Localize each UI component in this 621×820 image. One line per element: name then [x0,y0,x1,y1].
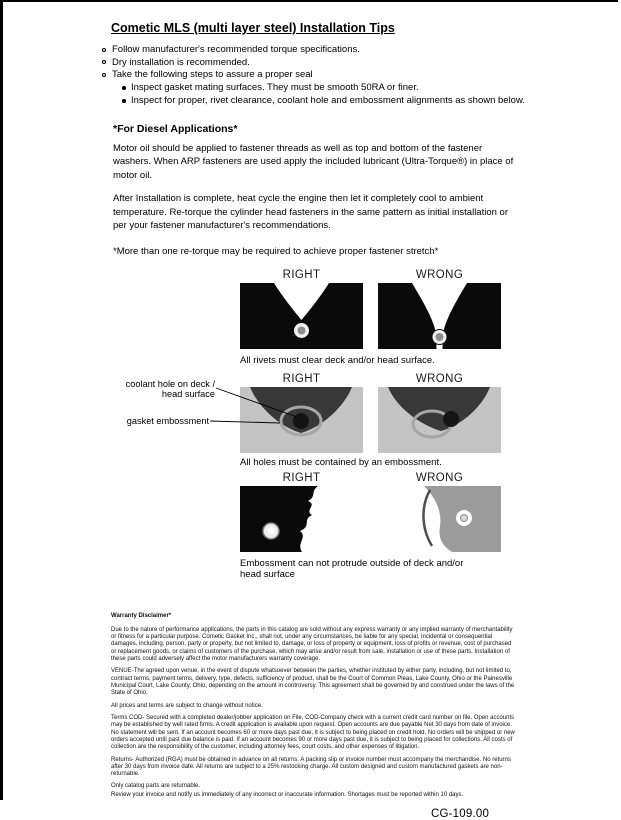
sub-bullet-list [122,82,618,107]
diesel-applications-heading: *For Diesel Applications* [113,122,238,135]
legal-paragraph: VENUE-The agreed upon venue, in the event of dispute whatsoever between the parties, whether instituted by either party, including, but not limited to, contract terms, payment terms, delivery, type, defects, sufficiency of product, shall be the Court of Common Pleas, Lake County, Ohio or the Painesville Municipal Court, Lake County, Ohio, depending on the amount in controversy. This agreement shall be governed by and construed under the laws of the State of Ohio. [111,668,515,697]
row1-wrong-label: WRONG [415,268,464,281]
embossment-wrong-image [378,486,501,552]
legal-paragraph: Returns- Authorized (RGA) must be obtained in advance on all returns. A packing slip or invoice number must accompany the merchandise. No returns after 30 days from invoice date. All returns are subject to a 25% restocking charge. All custom designed and custom manufactured gaskets are non-returnable. [111,756,511,778]
row3-wrong-label: WRONG [415,471,464,484]
legal-paragraph: Terms COD- Secured with a completed dealer/jobber application on File, COD-Company check with a current credit card number on file. Open accounts may be established by well rated firms. A credit application is available upon request. Open accounts are due payable Net 30 days from date of invoice. No statement will be sent. If an account becomes 60 or more days past due, it is subject to being placed on credit hold. No orders will be shipped or new orders accepted until past due balance is paid. If an account becomes 90 or more days past due, it is subject to being placed for collections. All costs of collection are the responsibility of the customer, including attorney fees, court costs, and other expenses of litigation. [111,714,515,751]
diesel-paragraph-1: Motor oil should be applied to fastener threads as well as top and bottom of the fastener washers. When ARP fasteners are used apply the included lubricant (Ultra-Torque®) in place of motor oil. [113,142,514,181]
row1-caption: All rivets must clear deck and/or head surface. [240,354,435,366]
legal-heading: Warranty Disclaimer* [111,612,172,619]
embossment-right-image [240,486,363,552]
doc-title: Cometic MLS (multi layer steel) Installation Tips [111,21,395,35]
bullet-text: Follow manufacturer's recommended torque specifications. [112,44,360,55]
annotation-coolant-hole: coolant hole on deck / head surface [125,378,215,400]
legal-paragraph: Review your invoice and notify us immediately of any incorrect or inaccurate information. Shortages must be reported within 10 days. [111,791,464,798]
sub-bullet-item [122,82,618,95]
row3-right-label: RIGHT [282,471,321,484]
bullet-item [102,44,618,57]
row1-right-label: RIGHT [282,268,321,281]
bullet-item [102,57,618,70]
sub-bullet-text: Inspect gasket mating surfaces. They must be smooth 50RA or finer. [131,82,419,94]
doc-code: CG-109.00 [431,808,490,820]
bullet-item [102,69,618,107]
diagrams-section [3,267,618,591]
row3-caption: Embossment can not protrude outside of deck and/or head surface [240,557,464,581]
coolant-hole-right-image [240,387,363,453]
annotation-gasket-embossment: gasket embossment [126,415,209,426]
bullet-text: Take the following steps to assure a proper seal [112,69,313,81]
rivet-wrong-image [378,283,501,349]
legal-paragraph: Only catalog parts are returnable. [111,783,201,790]
sub-bullet-text: Inspect for proper, rivet clearance, coolant hole and embossment alignments as shown below. [131,94,525,106]
row2-caption: All holes must be contained by an embossment. [240,456,442,468]
legal-paragraph: All prices and terms are subject to change without notice. [111,702,263,709]
bullet-list [102,44,618,108]
legal-section [111,613,518,800]
rivet-right-image [240,283,363,349]
legal-paragraph: Due to the nature of performance applications, the parts in this catalog are sold without any express warranty or any implied warranty of merchantability or fitness for a particular purpose. Cometic Gasket Inc., shall not, under any circumstances, be liable for any special, incidental or consequential damages, including, person, party or property, but not limited to, damage, or loss of property or equipment, loss of profits or revenue, cost of purchased or replacement goods, or claims of customers of the purchase, which may arise and/or result from sale, installation or use of these parts. Installation of these parts could adversely affect the motor manufacturers warranty coverage. [111,626,513,663]
retorque-note: *More than one re-torque may be required to achieve proper fastener stretch* [113,245,439,257]
diesel-paragraph-2: After Installation is complete, heat cycle the engine then let it completely cool to ambient temperature. Re-torque the cylinder head fasteners in the same pattern as initial installation or per your fastener manufacturer's recommendations. [113,193,508,232]
coolant-hole-wrong-image [378,387,501,453]
sub-bullet-item [122,95,618,108]
bullet-text: Dry installation is recommended. [112,56,250,68]
row2-right-label: RIGHT [282,372,321,385]
row2-wrong-label: WRONG [415,372,464,385]
